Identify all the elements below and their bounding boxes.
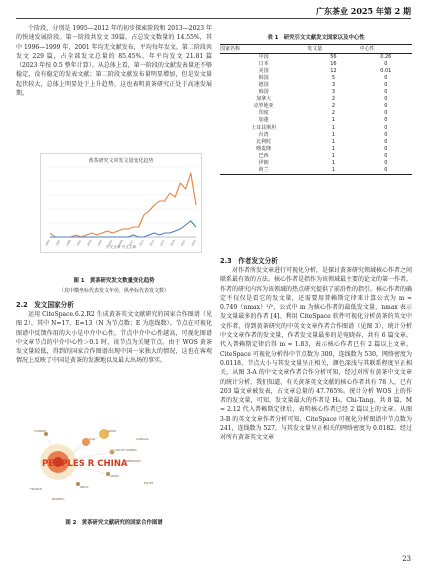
table-cell: 0 [384, 75, 388, 82]
table-cell: 荷兰 [220, 167, 307, 175]
table-cell: 0 [384, 145, 388, 152]
table-cell: 0 [384, 159, 388, 166]
figure-2-caption: 图 2 黄茶研究文献研究的国家合作图谱 [65, 520, 163, 526]
page-number: 23 [402, 555, 411, 563]
network-label: FRANCE [30, 487, 42, 491]
table-row [220, 54, 412, 62]
network-label: GERMANY [126, 459, 142, 463]
table-cell: 1 [331, 131, 336, 138]
table-cell: 3 [331, 89, 336, 96]
table-cell: 1 [331, 124, 336, 131]
table-cell: 喀麦隆 [256, 145, 272, 152]
table-cell: 土耳其斯坦 [251, 124, 277, 131]
chart-frame [41, 154, 202, 253]
table-row [220, 117, 412, 124]
table-header: 发文量 [307, 45, 359, 54]
section-2-3-paragraph: 对作者所发文章进行可视化分析，是探讨黄茶研究领域核心作者之间联系最有效的方法。核心作者是指作为该领域最主要的论文的第一作者，作者的研究内容为该领域的热点研究提供了前沿性的指引。核心作者的确定不仅仅是看它的发文量，还需要用普赖斯定律来计算公式为 m ≈ 0.749（nmax）¹/²，公式中 m 为核心作者的最低发文量，nmax 表示发文量最多的作者 [4]。利用 CiteSpace 软件可视化分析黄茶的英文中文作者，得到黄茶研究的中英文文章作者合作图谱（见图 3），统计分析中文文章作者的发文量，作者发文量最多的是宛晓春，共有 6 篇文章。代入普赖斯定律后得 m ≈ 1.83，表示核心作者已有 2 篇以上文章。CiteSpace 可视化分析得中节点数为 300，连线数为 530，网络密度为 0.0118，节点大小与其发文量呈正相关，颜色深浅与其联系程度呈正相关，从图 3-A 的中文文章作者合作分析可知，经过对所有黄茶中文文章的统计分析，我们知道，有关黄茶英文文献的核心作者共有 78 人，已有 203 篇文章被发表，占文章总量的 47.765%。统计分析 WOS 上的作者的发文量，可知，发文量最大的作者是 H₀，Chi-Tang，共 8 篇，M ≈ 2.12 代入普赖斯定律后，表明核心作者已经 2 篇以上的文章。从图 3-B 的英文文章作者分析可知，CiteSpace 可视化分析图谱中节点数为 241，连线数为 527，与其发文量呈正相关的网络密度为 0.0182。经过对所有黄茶英文文章 [220, 267, 413, 442]
table-cell: 2 [331, 96, 336, 103]
table-row [220, 103, 412, 110]
trend-chart [40, 153, 202, 253]
x-tick-label: 2009 [117, 239, 124, 247]
network-label: SPAIN [110, 474, 119, 478]
figure-2 [16, 404, 212, 512]
table-cell: 3 [331, 82, 336, 89]
table-cell: 0 [384, 96, 388, 103]
x-tick-label: 1999 [65, 239, 72, 247]
table-cell: 加拿大 [256, 96, 272, 103]
table-cell: 克罗地亚 [253, 103, 274, 110]
table-row [220, 125, 412, 132]
table-row [220, 146, 412, 153]
figure-1-note: （其中横坐标代表发文年份，纵坐标代表发文数） [58, 288, 169, 294]
x-tick-label: 2023 [190, 239, 197, 247]
table-row [220, 89, 412, 96]
x-tick-label: 2001 [76, 239, 83, 247]
table-cell: 0 [384, 61, 388, 68]
table-cell: 0 [384, 89, 388, 96]
table-1-block [220, 34, 412, 175]
table-cell: 伊朗 [258, 159, 269, 166]
table-cell: 0 [384, 117, 388, 124]
table-cell: 美国 [258, 68, 269, 75]
table-cell: 1 [331, 159, 336, 166]
table-1-title: 表 1 研究引文文献发文国家以及中心性 [267, 35, 365, 41]
x-tick-label: 2003 [86, 239, 93, 247]
network-label: CANADA [136, 437, 149, 441]
table-row [220, 110, 412, 117]
table-row [220, 153, 412, 160]
table-header: 国家名称 [220, 45, 307, 54]
table-cell: 0 [384, 110, 388, 117]
table-row [220, 82, 412, 89]
table-row [220, 96, 412, 103]
table-row [220, 132, 412, 139]
network-label: SOUTH KOREA [115, 448, 137, 452]
table-cell: 日本 [258, 61, 269, 68]
x-tick-label: 2015 [149, 239, 156, 247]
network-label-china: PEOPLES R CHINA [42, 459, 128, 469]
table-cell: 1 [331, 117, 336, 124]
intro-paragraph: 个阶段，分别是 1995—2012 年的初步探索阶段和 2013—2023 年的快速发展阶段。第一阶段共发文 39篇，占总发文数量的 14.55%，其中 1996—1999 年、2001 年均无文献发布，平均每年发文。第二阶段共发文 229 篇，占全部发文总量的 85.45%，年平均发文 21.81 篇（2023 年按 0.5 整年计算）。从总体上看，第一阶段的文献发表量还不够稳定，没有稳定的发表文献；第二阶段文献发布量明显增加，但是发文量起伏较大，总体上明显处于上升趋势，这也表明黄茶研究正处于高速发展期。 [16, 25, 212, 98]
table-cell: 韩国 [258, 75, 269, 82]
chart-legend: 中文文章 外文文章 [106, 245, 136, 249]
table-row [220, 68, 412, 75]
journal-header: 广东茶业 2025 年第 2 期 [316, 6, 411, 16]
table-cell: 1 [331, 138, 336, 145]
network-label: USA [89, 437, 96, 441]
x-tick-label: 2013 [138, 239, 145, 247]
x-tick-label: 2005 [97, 239, 104, 247]
table-header: 中心性 [360, 45, 412, 54]
x-tick-label: 1995 [44, 239, 51, 247]
section-2-2 [16, 300, 212, 366]
table-cell: 0.01 [380, 68, 392, 75]
figure-1 [40, 153, 202, 253]
chart-title: 黄茶研究文章发文量变化趋势 [88, 158, 154, 164]
table-cell: 韩国 [258, 89, 269, 96]
table-cell: 加蓬 [258, 117, 269, 124]
table-cell: 比利时 [256, 138, 272, 145]
network-label: TAIWAN [34, 429, 46, 433]
x-tick-label: 2007 [107, 239, 114, 247]
country-network-map [16, 404, 212, 512]
table-cell: 12 [330, 68, 337, 75]
country-table [220, 44, 412, 175]
table-cell: 中国 [258, 54, 269, 61]
table-cell: 印度 [258, 110, 269, 117]
table-cell: 56 [330, 54, 337, 61]
network-label: EGYPT [144, 481, 154, 485]
table-cell: 0 [384, 82, 388, 89]
network-label: JAPAN [107, 429, 116, 433]
x-tick-label: 2017 [159, 239, 166, 247]
network-label: INDIA [80, 485, 89, 489]
table-cell: 德国 [258, 82, 269, 89]
table-cell: 16 [330, 61, 337, 68]
table-cell: 0 [384, 103, 388, 110]
table-cell: 0 [384, 131, 388, 138]
table-cell: 1 [307, 167, 359, 175]
table-cell: 0 [384, 138, 388, 145]
left-intro [16, 24, 212, 98]
table-cell: 台湾 [258, 131, 269, 138]
x-tick-label: 2019 [170, 239, 177, 247]
table-cell: 巴西 [258, 152, 269, 159]
table-cell: 0.26 [380, 54, 392, 61]
table-cell: 1 [331, 152, 336, 159]
table-row [220, 75, 412, 82]
section-2-2-paragraph: 运用 CiteSpace.6.2.R2 生成黄茶英文文献研究的国家合作图谱（见图 2），其中 N=17，E=13（N 为节点数；E 为连线数）。节点在可视化图谱中反馈作用的大小是中介中心性，节点中介中心性越高，可视化图谱中文章节点的中介中心性＞0.1 时，该节点为关键节点。由于 WOS 黄茶发文量较低，得到的国家合作图谱出现中国一家独大的情况，这也在客观情况上反映了中国是黄茶的发源地以及最大出场的事实。 [16, 311, 212, 365]
table-cell: 0 [384, 152, 388, 159]
x-tick-label: 1997 [55, 239, 62, 247]
figure-1-caption: 图 1 黄茶研究发文数量变化趋势 [73, 278, 155, 284]
x-tick-label: 2021 [180, 239, 187, 247]
table-row [220, 61, 412, 68]
table-cell: 2 [331, 103, 336, 110]
table-row [220, 160, 412, 167]
table-cell: 1 [331, 145, 336, 152]
table-cell: 2 [331, 110, 336, 117]
table-cell: 5 [331, 75, 336, 82]
section-2-3-title: 2.3 作者发文分析 [220, 257, 278, 265]
section-2-3 [220, 256, 412, 443]
table-row [220, 139, 412, 146]
table-cell: 0 [384, 124, 388, 131]
x-tick-label: 2011 [128, 239, 135, 247]
network-label: NIGERIA [52, 497, 65, 501]
table-cell: 0 [360, 167, 412, 175]
section-2-2-title: 2.2 发文国家分析 [16, 301, 74, 309]
table-row [220, 167, 412, 175]
header-rule [16, 18, 411, 19]
